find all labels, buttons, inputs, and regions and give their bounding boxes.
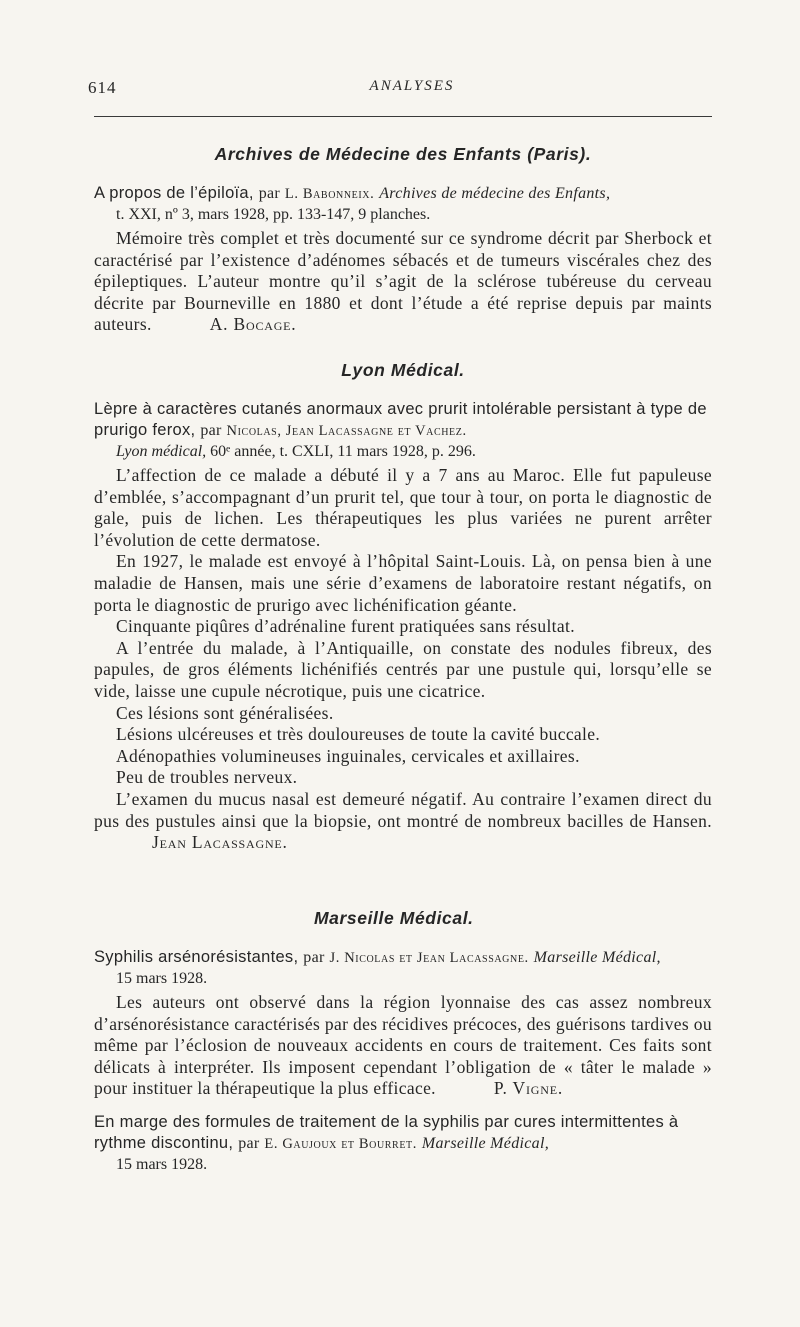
section-archives xyxy=(94,144,712,336)
entry-authors: Nicolas, Jean Lacassagne et Vachez. xyxy=(226,423,467,439)
signature: P. Vigne. xyxy=(493,1078,564,1099)
running-title: ANALYSES xyxy=(369,78,455,94)
running-header xyxy=(88,72,730,102)
entry-source: Marseille Médical, xyxy=(533,949,661,966)
paragraph: A l’entrée du malade, à l’Antiquaille, on constate des nodules fibreux, des papules, de gros éléments lichénifiés centrés par une pustule qui, lorsqu’elle se vide, laisse une cupule nécrotique, puis une cicatrice. xyxy=(94,637,712,701)
entry-source: Archives de médecine des Enfants, xyxy=(379,185,611,202)
entry-authors: E. Gaujoux et Bourret. xyxy=(264,1135,417,1152)
paragraph: Cinquante piqûres d’adrénaline furent pratiquées sans résultat. xyxy=(116,616,575,637)
entry-authors: L. Babonneix. xyxy=(284,186,375,202)
entry-heading: En marge des formules de traitement de la syphilis par cures intermittentes à rythme discontinu, par E. Gaujoux et Bourret. Marseille Médical, xyxy=(94,1112,679,1152)
section-marseille xyxy=(94,908,712,1175)
entry-reference: Lyon médical, 60ᵉ année, t. CXLI, 11 mars 1928, p. 296. xyxy=(116,443,476,460)
entry-source: Lyon médical, xyxy=(116,443,207,460)
paragraph: Adénopathies volumineuses inguinales, cervicales et axillaires. xyxy=(116,745,580,766)
signature: Jean Lacassagne. xyxy=(152,832,288,853)
entry-title: En marge des formules de traitement de la syphilis par cures intermittentes à rythme discontinu, xyxy=(94,1112,679,1152)
paragraph: Lésions ulcéreuses et très douloureuses de toute la cavité buccale. xyxy=(116,724,601,745)
entry-title: Lèpre à caractères cutanés anormaux avec prurit intolérable persistant à type de prurigo ferox, xyxy=(94,400,707,439)
paragraph: En 1927, le malade est envoyé à l’hôpital Saint-Louis. Là, on pensa bien à une maladie de Hansen, mais une série d’examens de laboratoire restant négatifs, on porta le diagnostic de prurigo avec lichénification géante. xyxy=(94,551,712,615)
page xyxy=(88,72,730,1173)
entry xyxy=(94,947,712,1100)
paragraph: Les auteurs ont observé dans la région lyonnaise des cas assez nombreux d’arsénorésistance caractérisés par des récidives précoces, des guérisons tardives ou même par l’éclosion de nouveaux accidents en cours de traitement. Ces faits sont délicats à interpréter. Ils imposent cependant l’obligation de « tâter le malade » pour instituer la thérapeutique la plus efficace. P. Vigne. xyxy=(94,992,712,1099)
journal-title: Lyon Médical. xyxy=(341,360,465,380)
entry xyxy=(94,399,712,854)
entry-reference: 15 mars 1928. xyxy=(116,1155,208,1173)
header-rule xyxy=(94,116,712,117)
entry-heading: Lèpre à caractères cutanés anormaux avec prurit intolérable persistant à type de prurigo ferox, par Nicolas, Jean Lacassagne et Vachez. xyxy=(94,400,707,439)
signature: A. Bocage. xyxy=(209,314,297,335)
entry-authors: J. Nicolas et Jean Lacassagne. xyxy=(329,950,529,966)
journal-title: Marseille Médical. xyxy=(314,908,474,928)
journal-title: Archives de Médecine des Enfants (Paris). xyxy=(214,144,592,164)
entry xyxy=(94,183,712,336)
section-lyon xyxy=(94,360,712,854)
paragraph: L’examen du mucus nasal est demeuré négatif. Au contraire l’examen direct du pus des pustules ainsi que la biopsie, ont montré de nombreux bacilles de Hansen.Jean Lacassagne. xyxy=(94,788,712,853)
entry-title: A propos de l’épiloïa, xyxy=(94,184,254,202)
entry xyxy=(94,1112,712,1175)
entry-heading: Syphilis arsénorésistantes, par J. Nicolas et Jean Lacassagne. Marseille Médical, xyxy=(94,948,661,966)
paragraph: L’affection de ce malade a débuté il y a 7 ans au Maroc. Elle fut papuleuse d’emblée, s’accompagnant d’un prurit tel, que tour à tour, on porta le diagnostic de gale, puis de lichen. Les thérapeutiques les plus variées ne purent arrêter l’évolution de cette dermatose. xyxy=(94,465,712,550)
paragraph: Peu de troubles nerveux. xyxy=(116,767,298,788)
entry-title: Syphilis arsénorésistantes, xyxy=(94,948,299,966)
entry-reference: 15 mars 1928. xyxy=(116,970,208,987)
entry-source: Marseille Médical, xyxy=(421,1134,550,1152)
page-number: 614 xyxy=(88,78,117,97)
entry-reference: t. XXI, nº 3, mars 1928, pp. 133-147, 9 planches. xyxy=(116,206,431,223)
paragraph: Ces lésions sont généralisées. xyxy=(116,702,334,723)
entry-heading: A propos de l’épiloïa, par L. Babonneix. Archives de médecine des Enfants, xyxy=(94,184,611,202)
paragraph: Mémoire très complet et très documenté sur ce syndrome décrit par Sherbock et caractérisé par l’existence d’adénomes sébacés et de tumeurs viscérales chez des épileptiques. L’auteur montre qu’il s’agit de la sclérose tubéreuse du cerveau décrite par Bourneville en 1880 et dont l’étude a été reprise depuis par maints auteurs. A. Bocage. xyxy=(94,228,712,335)
